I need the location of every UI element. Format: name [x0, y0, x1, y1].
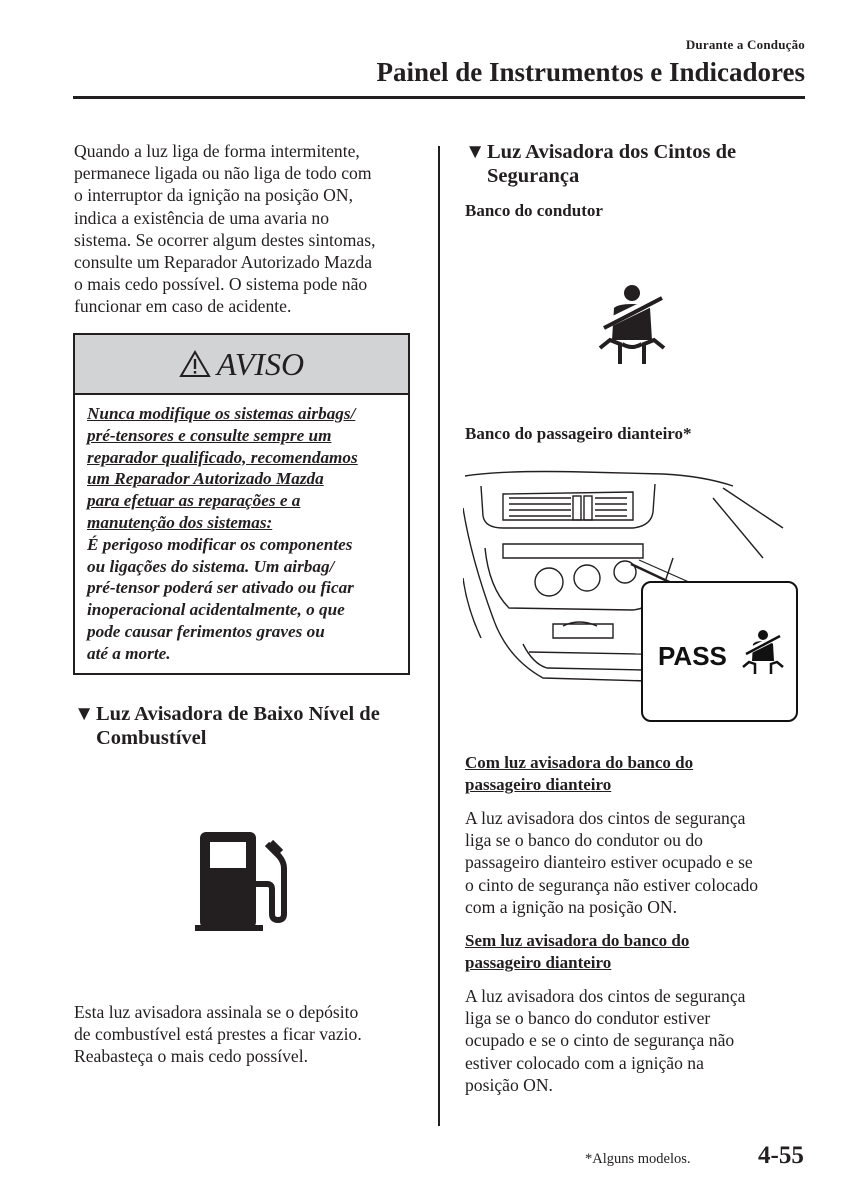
text-line: permanece ligada ou não liga de todo com [74, 163, 372, 184]
fuel-pump-icon [195, 828, 295, 934]
text-line: o mais cedo possível. O sistema pode não [74, 274, 368, 295]
warning-body [75, 395, 408, 665]
text-line: o interruptor da ignição na posição ON, [74, 185, 353, 206]
bullet-triangle-icon: ▼ [465, 141, 486, 163]
warning-line: ou ligações do sistema. Um airbag/ [87, 556, 335, 576]
text-line: com a ignição na posição ON. [465, 896, 678, 917]
footnote: *Alguns modelos. [585, 1151, 691, 1167]
section-label: Durante a Condução [685, 37, 805, 52]
heading-line: Luz Avisadora dos Cintos de [487, 141, 737, 163]
heading-line: Combustível [96, 727, 207, 749]
warning-line: para efetuar as reparações e a [87, 491, 301, 511]
text-line: Esta luz avisadora assinala se o depósito [74, 1002, 359, 1022]
with-passenger-light-heading [465, 752, 693, 796]
pass-indicator-label: PASS [658, 641, 727, 671]
without-passenger-light-heading [465, 930, 689, 974]
passenger-seat-label: Banco do passageiro dianteiro* [465, 424, 692, 443]
with-passenger-light-text [465, 807, 758, 918]
page-title: Painel de Instrumentos e Indicadores [376, 57, 805, 87]
seatbelt-section-heading [465, 140, 736, 188]
warning-line: um Reparador Autorizado Mazda [87, 469, 324, 489]
text-line: o cinto de segurança não estiver colocado [465, 874, 759, 895]
text-line: Quando a luz liga de forma intermitente, [74, 141, 360, 161]
subheading-line: Sem luz avisadora do banco do [465, 931, 690, 950]
heading-line: Luz Avisadora de Baixo Nível de [96, 703, 380, 725]
fuel-section-heading [74, 702, 380, 750]
text-line: sistema. Se ocorrer algum destes sintomas, [74, 229, 376, 250]
warning-header [75, 335, 408, 395]
column-divider [438, 146, 440, 1126]
warning-line: É perigoso modificar os componentes [87, 534, 353, 554]
intro-paragraph [74, 140, 375, 318]
warning-line: manutenção dos sistemas: [87, 512, 273, 532]
heading-line: Segurança [487, 165, 580, 187]
driver-seat-label: Banco do condutor [465, 201, 603, 220]
text-line: indica a existência de uma avaria no [74, 207, 329, 228]
text-line: estiver colocado com a ignição na [465, 1052, 704, 1073]
passenger-seatbelt-icon [741, 629, 785, 675]
subheading-line: passageiro dianteiro [465, 953, 612, 972]
text-line: Reabasteça o mais cedo possível. [74, 1046, 309, 1067]
text-line: A luz avisadora dos cintos de segurança [465, 808, 746, 828]
text-line: liga se o banco do condutor ou do [465, 830, 703, 851]
fuel-description [74, 1001, 362, 1068]
warning-line: reparador qualificado, recomendamos [87, 447, 358, 467]
seatbelt-icon [596, 284, 668, 366]
text-line: posição ON. [465, 1074, 553, 1095]
warning-line: inoperacional acidentalmente, o que [87, 600, 345, 620]
warning-line: até a morte. [87, 643, 171, 663]
warning-line: Nunca modifique os sistemas airbags/ [87, 404, 356, 423]
without-passenger-light-text [465, 985, 745, 1096]
warning-line: pré-tensores e consulte sempre um [87, 425, 332, 445]
title-rule [73, 96, 805, 99]
subheading-line: Com luz avisadora do banco do [465, 753, 694, 772]
text-line: funcionar em caso de acidente. [74, 296, 292, 317]
page-number: 4-55 [758, 1142, 804, 1169]
text-line: ocupado e se o cinto de segurança não [465, 1030, 735, 1051]
text-line: passageiro dianteiro estiver ocupado e se [465, 852, 753, 873]
warning-box [73, 333, 410, 675]
pass-indicator-callout [641, 581, 798, 722]
bullet-triangle-icon: ▼ [74, 703, 95, 725]
warning-triangle-icon [179, 350, 211, 378]
text-line: de combustível está prestes a ficar vazio. [74, 1024, 362, 1045]
warning-line: pré-tensor poderá ser ativado ou ficar [87, 578, 354, 598]
subheading-line: passageiro dianteiro [465, 775, 612, 794]
text-line: liga se o banco do condutor estiver [465, 1008, 711, 1029]
text-line: A luz avisadora dos cintos de segurança [465, 986, 746, 1006]
text-line: consulte um Reparador Autorizado Mazda [74, 252, 373, 273]
warning-title: AVISO [216, 345, 305, 382]
warning-line: pode causar ferimentos graves ou [87, 621, 325, 641]
